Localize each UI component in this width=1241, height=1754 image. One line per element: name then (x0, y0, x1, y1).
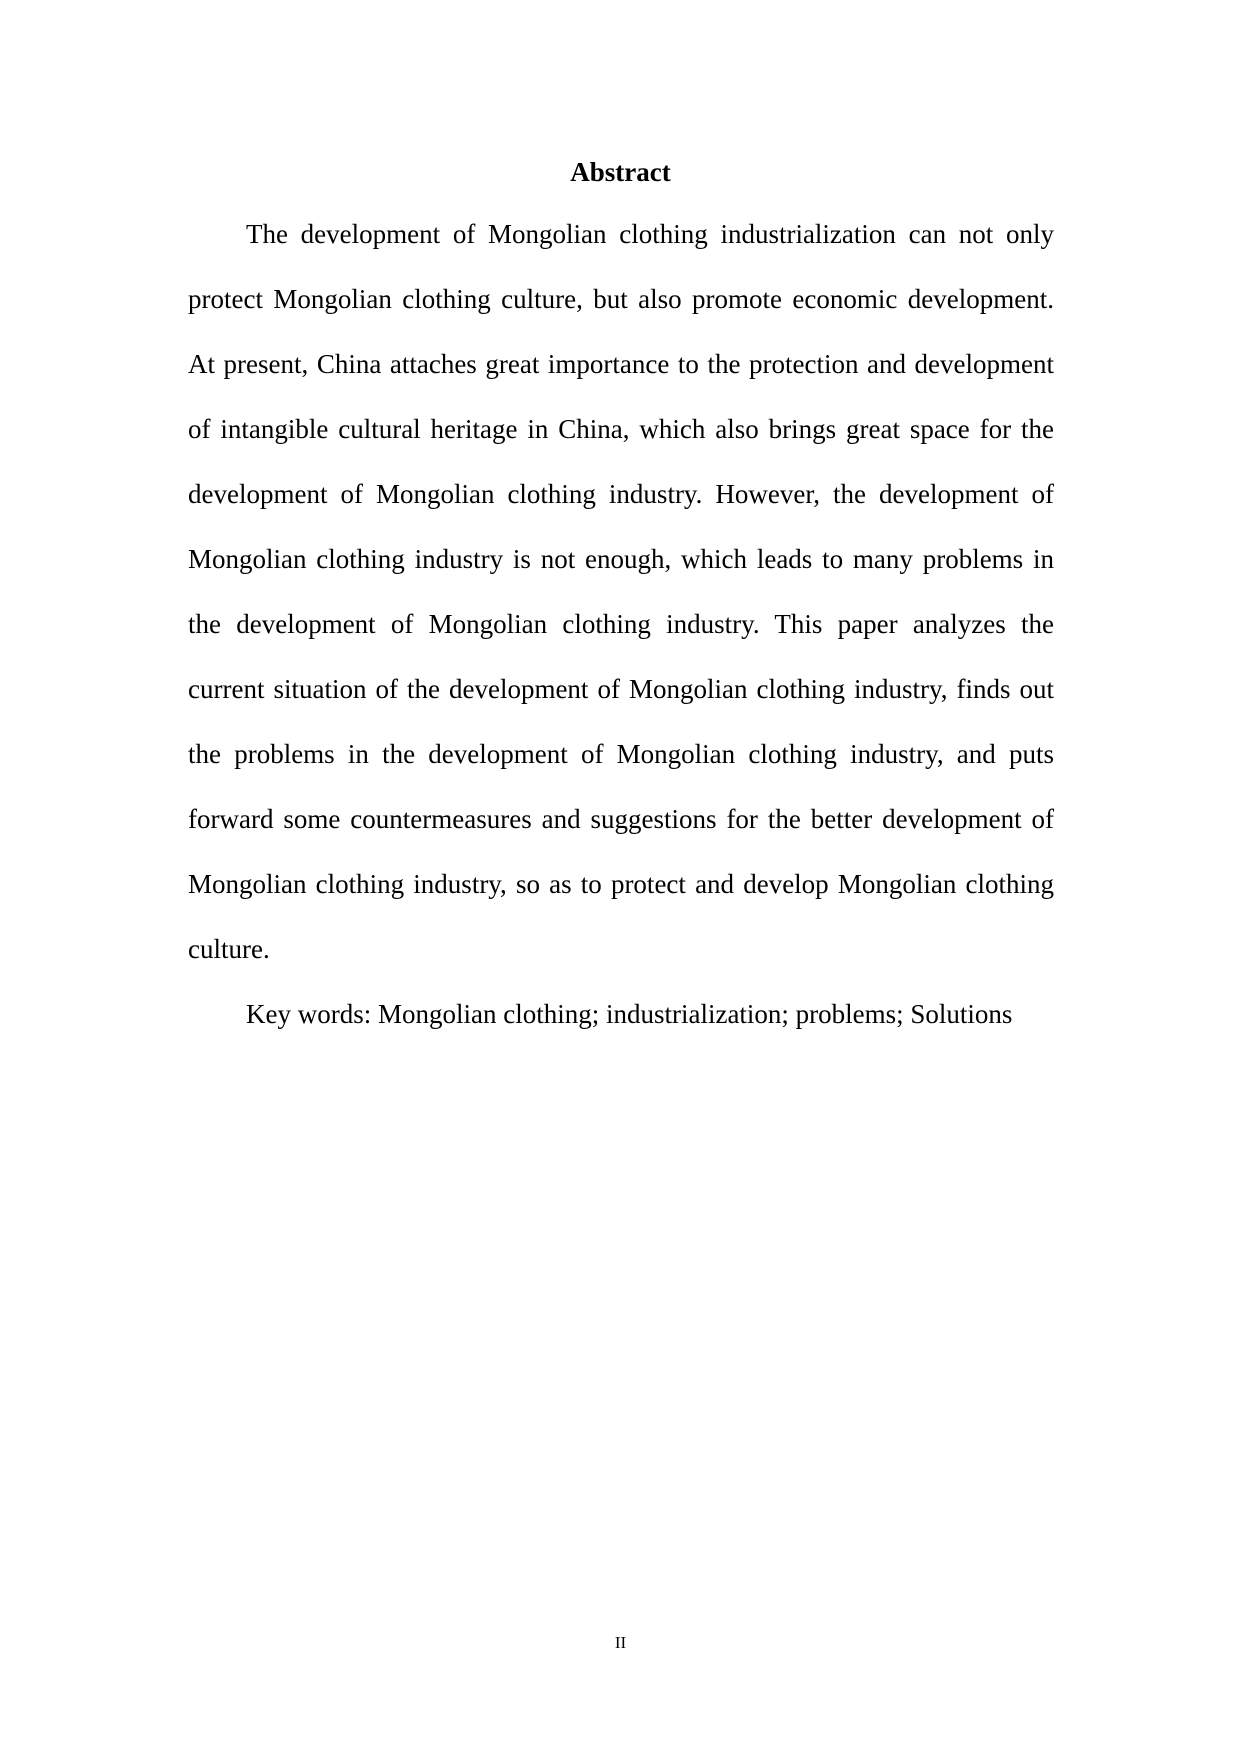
page-number: II (614, 1633, 627, 1652)
abstract-paragraph: The development of Mongolian clothing industrialization can not only protect Mongolian clothing culture, but also promote economic development. At present, China attaches great importance to the protection and development of intangible cultural heritage in China, which also brings great space for the development of Mongolian clothing industry. However, the development of Mongolian clothing industry is not enough, which leads to many problems in the development of Mongolian clothing industry. This paper analyzes the current situation of the development of Mongolian clothing industry, finds out the problems in the development of Mongolian clothing industry, and puts forward some countermeasures and suggestions for the better development of Mongolian clothing industry, so as to protect and develop Mongolian clothing culture. (188, 219, 1054, 964)
keywords-paragraph: Key words: Mongolian clothing; industrialization; problems; Solutions (246, 999, 1013, 1029)
abstract-body (188, 202, 1054, 1047)
abstract-heading: Abstract (570, 157, 671, 187)
